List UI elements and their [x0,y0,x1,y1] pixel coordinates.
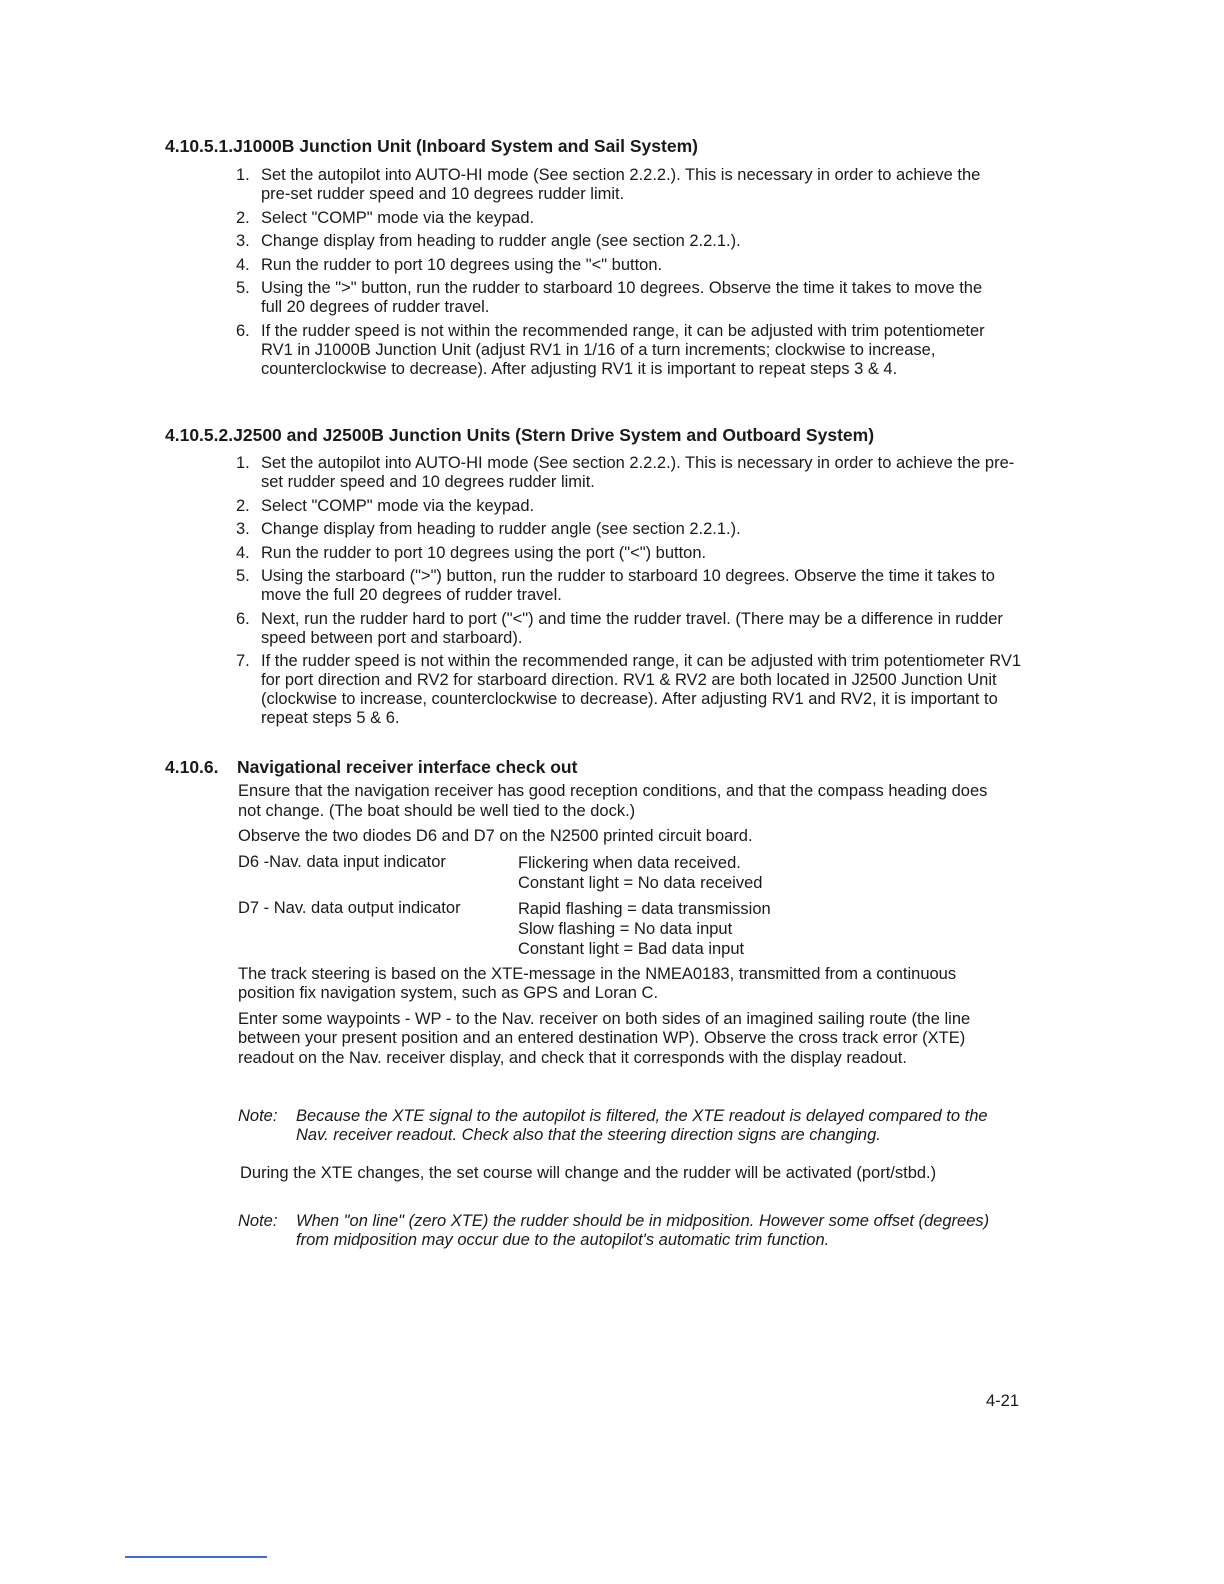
step-number: 5. [236,279,250,297]
step-number: 6. [236,321,250,340]
step-number: 3. [236,232,250,250]
paragraph: Enter some waypoints - WP - to the Nav. receiver on both sides of an imagined sailing route (the line between your present position and an entered destination WP). Observe the cross track error (XTE) readout on the Nav. receiver display, and check that it corresponds with the display readout. [238,1009,971,1067]
list-item [236,166,1006,204]
diode-state: Constant light = Bad data input [518,939,745,958]
diode-table [238,853,1013,959]
step-text: Select "COMP" mode via the keypad. [261,208,535,227]
step-number: 2. [236,496,250,515]
note-xte-filter [238,1107,1008,1144]
section-heading-4-10-6 [165,757,577,778]
diode-row-d6 [238,853,1013,893]
step-text: If the rudder speed is not within the recommended range, it can be adjusted with trim potentiometer RV1 in J1000B Junction Unit (adjust RV1 in 1/16 of a turn increments; clockwise to increase, counterclockwise to decrease). After adjusting RV1 it is important to repeat steps 3 & 4. [261,321,985,378]
list-item [236,279,1006,317]
list-item [236,652,1026,728]
step-text: Run the rudder to port 10 degrees using the "<" button. [261,255,663,274]
section-title: J1000B Junction Unit (Inboard System and Sail System) [233,136,698,156]
paragraph: Observe the two diodes D6 and D7 on the N2500 printed circuit board. [238,827,753,845]
list-item [236,497,1026,516]
diode-state: Rapid flashing = data transmission [518,899,771,918]
diode-label: D6 -Nav. data input indicator [238,852,446,871]
diode-state: Flickering when data received. [518,853,741,872]
diode-label: D7 - Nav. data output indicator [238,898,461,917]
step-text: Select "COMP" mode via the keypad. [261,496,535,515]
step-number: 5. [236,567,250,585]
note-label: Note: [238,1107,278,1125]
step-text: Using the starboard (">") button, run the rudder to starboard 10 degrees. Observe the time it takes to move the full 20 degrees of rudder travel. [261,567,995,604]
list-item [236,256,1006,275]
section-body-4-10-6 [238,782,1013,1074]
step-text: Set the autopilot into AUTO-HI mode (See section 2.2.2.). This is necessary in order to achieve the pre-set rudder speed and 10 degrees rudder limit. [261,454,1015,491]
step-number: 4. [236,255,250,274]
note-text: Because the XTE signal to the autopilot is filtered, the XTE readout is delayed compared to the Nav. receiver readout. Check also that the steering direction signs are changing. [296,1107,988,1144]
section-title: J2500 and J2500B Junction Units (Stern Drive System and Outboard System) [233,425,875,445]
step-number: 4. [236,543,250,562]
step-number: 3. [236,520,250,538]
list-item [236,232,1006,251]
step-number: 7. [236,652,250,670]
steps-list-j2500 [236,454,1026,733]
section-heading-4-10-5-1 [165,136,698,157]
list-item [236,520,1026,539]
paragraph-xte-changes: During the XTE changes, the set course will change and the rudder will be activated (port/stbd.) [240,1164,937,1182]
scan-artifact-line [125,1556,267,1558]
diode-state: Slow flashing = No data input [518,919,733,938]
step-text: Set the autopilot into AUTO-HI mode (See section 2.2.2.). This is necessary in order to achieve the pre-set rudder speed and 10 degrees rudder limit. [261,166,981,203]
list-item [236,610,1026,648]
step-text: Run the rudder to port 10 degrees using the port ("<") button. [261,543,707,562]
step-number: 6. [236,609,250,628]
page-number: 4-21 [986,1392,1020,1410]
section-number: 4.10.6. [165,757,219,777]
step-text: If the rudder speed is not within the recommended range, it can be adjusted with trim potentiometer RV1 for port direction and RV2 for starboard direction. RV1 & RV2 are both located in J2500 Junction Unit (clockwise to increase, counterclockwise to decrease). After adjusting RV1 and RV2, it is important to repeat steps 5 & 6. [261,652,1022,727]
section-number: 4.10.5.1. [165,136,234,156]
diode-states [518,899,771,959]
step-number: 1. [236,166,250,184]
paragraph: The track steering is based on the XTE-message in the NMEA0183, transmitted from a continuous position fix navigation system, such as GPS and Loran C. [238,964,957,1002]
note-label: Note: [238,1212,278,1230]
step-text: Using the ">" button, run the rudder to starboard 10 degrees. Observe the time it takes to move the full 20 degrees of rudder travel. [261,279,983,316]
list-item [236,209,1006,228]
diode-state: Constant light = No data received [518,873,763,892]
section-heading-4-10-5-2 [165,425,874,446]
paragraph: Ensure that the navigation receiver has good reception conditions, and that the compass heading does not change. (The boat should be well tied to the dock.) [238,782,988,820]
list-item [236,544,1026,563]
diode-row-d7 [238,899,1013,959]
note-text: When "on line" (zero XTE) the rudder should be in midposition. However some offset (degrees) from midposition may occur due to the autopilot's automatic trim function. [296,1212,990,1249]
step-text: Change display from heading to rudder angle (see section 2.2.1.). [261,232,741,250]
steps-list-j1000b [236,166,1006,383]
step-number: 2. [236,208,250,227]
list-item [236,322,1006,379]
diode-states [518,853,762,893]
list-item [236,567,1026,605]
section-title: Navigational receiver interface check out [237,757,578,777]
note-on-line [238,1212,1008,1249]
list-item [236,454,1026,492]
step-text: Change display from heading to rudder angle (see section 2.2.1.). [261,520,741,538]
section-number: 4.10.5.2. [165,425,234,445]
step-number: 1. [236,454,250,472]
step-text: Next, run the rudder hard to port ("<") and time the rudder travel. (There may be a difference in rudder speed between port and starboard). [261,609,1003,647]
